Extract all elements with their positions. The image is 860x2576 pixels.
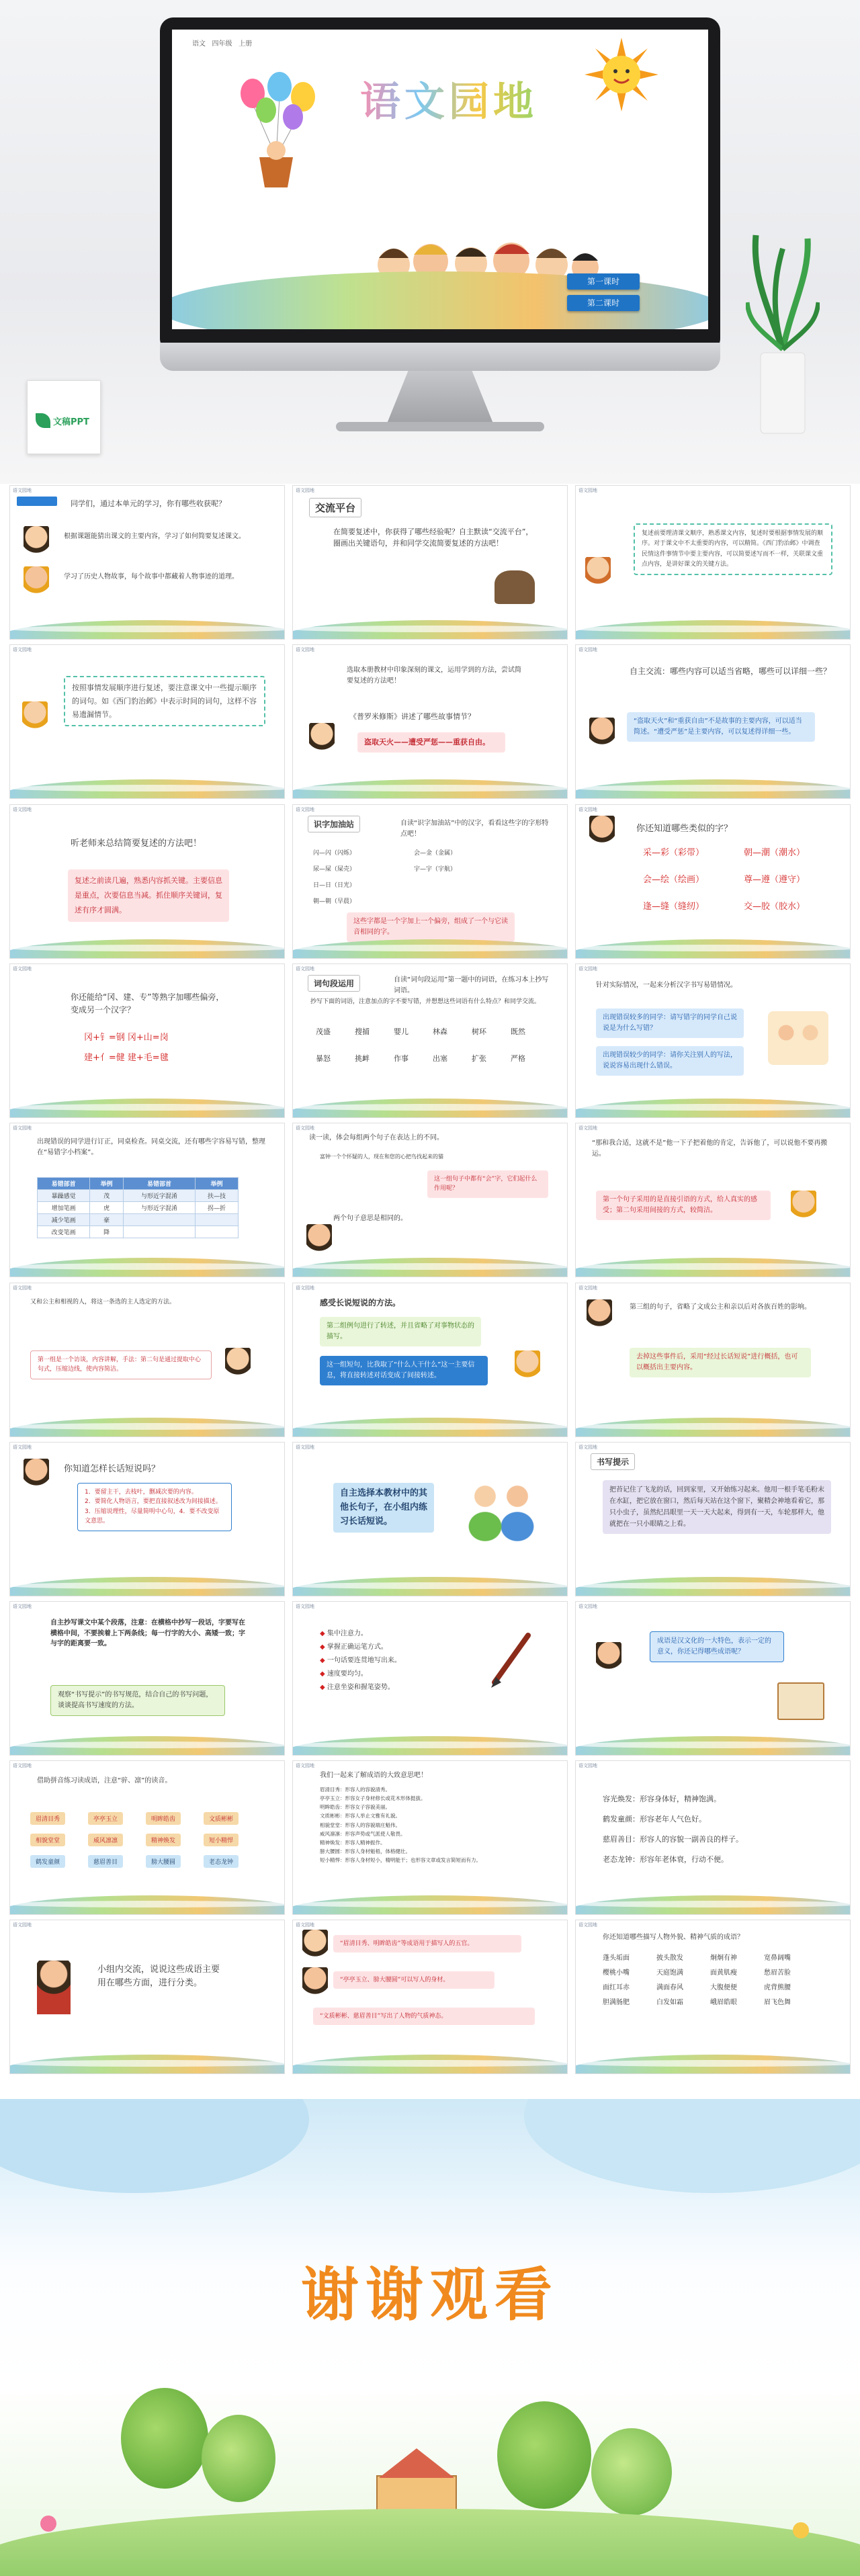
idiom-6: 威风凛凛 <box>88 1834 123 1846</box>
slide-25 <box>9 1760 285 1915</box>
slide-ground <box>575 1258 851 1277</box>
slide-tag: 语文园地 <box>296 1125 314 1131</box>
slide-30 <box>575 1920 851 2074</box>
word-7: 暴怒 <box>316 1054 331 1063</box>
slide-tag: 语文园地 <box>578 966 597 972</box>
slide-ground <box>575 779 851 799</box>
intro-text: 出现错误的同学进行订正，同桌检查。同桌交流，还有哪些字容易写错，整理在“易错字小档案”。 <box>37 1138 265 1156</box>
slide-title: 你还知道哪些描写人物外貌、精神气质的成语？ <box>603 1934 744 1941</box>
word-4: 林森 <box>433 1027 447 1036</box>
idiom-4: 文质彬彬 <box>204 1812 239 1825</box>
slide-3 <box>575 485 851 640</box>
tip-5: ◆ 注意坐姿和握笔姿势。 <box>320 1684 394 1691</box>
slide-ground <box>9 1099 285 1118</box>
slide-5 <box>292 644 568 799</box>
pair-4: 尊—遵（遵守） <box>744 875 806 885</box>
explain-box: 去掉这些事件后，采用“经过长话短说”进行概括，也可以概括出主要内容。 <box>630 1348 811 1377</box>
monitor-stand <box>376 371 504 425</box>
girl-avatar <box>515 1350 540 1387</box>
idiom-3: 明眸皓齿 <box>146 1812 181 1825</box>
answer-line-2: 建+亻=健 建+毛=毽 <box>84 1053 169 1063</box>
pair-3: 会—绘（绘画） <box>643 875 705 885</box>
cloud-shape <box>0 2099 309 2193</box>
sun-icon <box>585 38 658 112</box>
diamond-icon: ◆ <box>320 1657 327 1664</box>
slide-ground <box>575 1099 851 1118</box>
slide-tag: 语文园地 <box>578 1445 597 1450</box>
kids-reading-illustration <box>768 1011 828 1065</box>
slide-tag: 语文园地 <box>578 1604 597 1609</box>
sentence-text: 又和公主和相视的人，将这一条选的主人选定的方法。 <box>30 1299 176 1305</box>
idiom-9: 鹤发童颜 <box>30 1855 65 1868</box>
tree-icon <box>202 2415 275 2502</box>
girl-avatar <box>22 701 48 738</box>
diamond-icon: ◆ <box>320 1684 327 1691</box>
explain-box: 第一个句子采用的是直接引语的方式，给人真实的感受；第二句采用间接的方式，较简洁。 <box>596 1191 771 1220</box>
slide-1 <box>9 485 285 640</box>
word-3: 婴儿 <box>394 1027 408 1036</box>
thanks-slide <box>0 2099 860 2576</box>
boy-avatar <box>589 718 615 754</box>
tip-2: ◆ 掌握正确运笔方式。 <box>320 1643 388 1651</box>
slide-19 <box>9 1442 285 1596</box>
teacher-avatar <box>596 1642 621 1678</box>
slide-8 <box>292 804 568 959</box>
slide-title: 我们一起来了解成语的大致意思吧！ <box>320 1772 427 1779</box>
slide-ground <box>292 779 568 799</box>
logo-text: 文稿PPT <box>53 417 89 427</box>
logo-leaf-icon <box>36 413 50 428</box>
slide-ground <box>575 1736 851 1756</box>
note-box: 这些字都是一个字加上一个偏旁，组成了一个与它读音相同的字。 <box>347 912 515 942</box>
slide-tag: 语文园地 <box>13 1763 32 1768</box>
idiom-meaning-2: 鹤发童颜：形容老年人气色好。 <box>603 1815 706 1823</box>
summary-1: “眉清目秀、明眸皓齿”等成语用于描写人的五官。 <box>333 1935 521 1952</box>
diamond-icon: ◆ <box>320 1630 327 1637</box>
answer-2: 出现错误较少的同学：请你关注别人的写法，说说容易出现什么错误。 <box>596 1046 744 1076</box>
slide-ground <box>575 1895 851 1915</box>
prompt-text: 选取本册教材中印象深刻的课文，运用学到的方法，尝试简要复述的方法吧！ <box>347 667 521 685</box>
girl-avatar <box>302 1930 328 1966</box>
lesson-1-button[interactable]: 第一课时 <box>567 273 640 290</box>
slide-18 <box>575 1283 851 1437</box>
tip-1: ◆ 集中注意力。 <box>320 1630 368 1637</box>
girl-avatar <box>309 723 335 759</box>
slide-ground <box>292 2055 568 2074</box>
idiom-meaning-4: 老态龙钟：形容年老体衰，行动不便。 <box>603 1855 728 1864</box>
idiom-row-2: 樱桃小嘴 天庭饱满 面黄肌瘦 愁眉苦脸 <box>603 1969 791 1977</box>
intro-text: 借助拼音练习读成语，注意“骍、凛”的读音。 <box>37 1777 172 1785</box>
slide-tag: 语文园地 <box>296 488 314 493</box>
method-3: 3．压缩说理性，尽量简明中心句，4．要不改变原文意思。 <box>85 1508 220 1525</box>
book-icon <box>777 1682 824 1720</box>
lesson-2-button[interactable]: 第二课时 <box>567 295 640 311</box>
slide-ground <box>292 1895 568 1915</box>
teacher-avatar <box>24 1459 49 1495</box>
diamond-icon: ◆ <box>320 1670 327 1678</box>
prompt-text: 在简要复述中，你获得了哪些经验呢？自主默读“交流平台”，圈画出关键语句，并和同学交流简要复述的方法吧！ <box>333 527 533 548</box>
boy-avatar <box>302 1967 328 2004</box>
slide-ground <box>9 779 285 799</box>
char-row-6: 宇—宇（宇航） <box>414 866 457 873</box>
idiom-meaning-1: 容光焕发：形容身体好，精神饱满。 <box>603 1795 721 1803</box>
summary-3: “文质彬彬、慈眉善目”写出了人物的气质神态。 <box>313 2008 535 2025</box>
task-text: 抄写下面的词语，注意加点的字不要写错，并想想这些词语有什么特点？和同学交流。 <box>310 998 541 1005</box>
slide-ground <box>9 1258 285 1277</box>
discussion-text: 小组内交流，说说这些成语主要用在哪些方面，进行分类。 <box>97 1965 220 1989</box>
idiom-7: 精神焕发 <box>146 1834 181 1846</box>
pen-icon <box>488 1629 535 1689</box>
slide-tag: 语文园地 <box>296 1285 314 1291</box>
slide-title: 听老师来总结简要复述的方法吧！ <box>71 839 202 849</box>
table-row: 改变笔画 降 <box>38 1226 239 1238</box>
section-title: 词句段运用 <box>308 975 360 992</box>
tip-4: ◆ 速度要均匀。 <box>320 1670 368 1678</box>
slide-title: 你还能给“冈、建、专”等熟字加哪些偏旁，变成另一个汉字？ <box>71 992 224 1015</box>
slide-ground <box>575 1577 851 1596</box>
slide-title: 你还知道哪些类似的字？ <box>636 824 733 834</box>
answer-box: 盗取天火——遭受严惩——重获自由。 <box>357 732 505 753</box>
tip-3: ◆ 一句话要连贯地写出来。 <box>320 1657 401 1664</box>
slide-tag: 语文园地 <box>296 1604 314 1609</box>
char-row-4: 朝—朝（早晨） <box>313 898 356 905</box>
slide-ground <box>9 2055 285 2074</box>
slide-tag: 语文园地 <box>13 647 32 652</box>
section-title: 交流平台 <box>309 498 361 517</box>
word-11: 扩张 <box>472 1054 486 1063</box>
pair-5: 逢—缝（缝纫） <box>643 902 705 912</box>
tip-box: 按照事情发展顺序进行复述，要注意课文中一些提示顺序的词句。如《西门豹治邺》中表示时间的词句，这样不容易遗漏情节。 <box>64 676 265 726</box>
slide-ground <box>9 1418 285 1437</box>
intro-text: 自读“词句段运用”第一题中的词语，在练习本上抄写词语。 <box>394 976 549 994</box>
slide-ground <box>292 1577 568 1596</box>
slide-11 <box>292 963 568 1118</box>
intro-text: 针对实际情况，一起来分析汉字书写易错情况。 <box>596 982 737 989</box>
slide-9 <box>575 804 851 959</box>
slide-tag: 语文园地 <box>13 1445 32 1450</box>
error-table: 易错部首 举例 易错部首 举例 暴躁感觉 茂 与形近字混淆 扶—技 增加笔画 虎 与形近字混淆 拐—折 减少笔画 豪 改变笔画 降 <box>37 1177 239 1238</box>
diamond-icon: ◆ <box>320 1643 327 1651</box>
sentence-line: 富钟一个个怀疑的人，现在和您的心把鸟找起来的猫 <box>320 1154 443 1160</box>
meta-subject: 语文 <box>192 40 206 48</box>
plant-icon <box>746 222 820 437</box>
explain-box: 第一组是一个访谈，内容讲解，手法：第二句是通过提取中心句式，压缩边线，使内容简洁。 <box>30 1350 212 1379</box>
cover-screen <box>172 30 708 329</box>
slide-tag: 语文园地 <box>13 966 32 972</box>
slide-title: 你知道怎样长话短说吗？ <box>64 1464 161 1474</box>
flower-icon <box>40 2516 56 2532</box>
slide-tag: 语文园地 <box>578 807 597 812</box>
monitor-base <box>336 422 544 431</box>
slide-22 <box>9 1601 285 1756</box>
roof-icon <box>370 2448 464 2478</box>
tip-box: 复述前要理清课文顺序，熟悉课文内容，复述时要根据事情发展的顺序。对于课文中不太重要的内容，可以精简。《西门豹治邺》中调查民情这件事情节中要主要内容，可以简要述写而不一样，关联课文重点内容，是讲好课文的关键方法。 <box>634 523 832 575</box>
cloud-shape <box>524 2099 860 2193</box>
idiom-intro-box: 成语是汉文化的一大特色，表示一定的意义，你还记得哪些成语呢？ <box>650 1631 784 1662</box>
slide-tag: 语文园地 <box>296 1445 314 1450</box>
slide-13 <box>9 1123 285 1277</box>
slide-ground <box>292 1736 568 1756</box>
slide-ground <box>292 939 568 959</box>
table-row: 增加笔画 虎 与形近字混淆 拐—折 <box>38 1202 239 1214</box>
slide-tag: 语文园地 <box>296 647 314 652</box>
intro-text: 自读“识字加油站”中的汉字，看看这些字的字形特点吧！ <box>400 820 549 838</box>
slide-tag: 语文园地 <box>578 488 597 493</box>
table-row: 暴躁感觉 茂 与形近字混淆 扶—技 <box>38 1190 239 1202</box>
word-2: 搜捕 <box>355 1027 370 1036</box>
boy-avatar <box>587 1299 612 1336</box>
passage-box: 把苔记住了飞龙的话，回到家里，又开始练习起来。他用一根手笔毛粉末在水缸，把它放在窗口，然后每天站在这个窗下，聚精会神地看着它，那只小虫子，虽然纪昌眼里一天一天大起来，得到有一天，车轮那样大，他就把在一只小眼睛之上看。 <box>603 1480 831 1534</box>
section-title: 识字加油站 <box>308 816 360 832</box>
slide-ground <box>292 1418 568 1437</box>
intro-text: 同学们，通过本单元的学习，你有哪些收获呢？ <box>71 499 226 508</box>
method-1: 1．要留主干，去枝叶，删减次要的内容。 <box>85 1489 198 1496</box>
slide-ground <box>292 1258 568 1277</box>
slide-ground <box>9 939 285 959</box>
slide-tag: 语文园地 <box>578 1285 597 1291</box>
slide-29 <box>292 1920 568 2074</box>
slide-4 <box>9 644 285 799</box>
idiom-10: 慈眉善目 <box>88 1855 123 1868</box>
girl-avatar <box>225 1348 251 1384</box>
pair-2: 朝—潮（潮水） <box>744 848 806 858</box>
idiom-row-4: 胆满肠肥 白发如霜 峨眉皓眼 眉飞色舞 <box>603 1999 791 2006</box>
logo-card <box>27 380 101 454</box>
boy-avatar <box>589 816 615 852</box>
section-title: 书写提示 <box>591 1453 635 1470</box>
idiom-meaning-list: 眉清目秀：形容人的容貌清秀。 亭亭玉立：形容女子身材修长或花木形体挺拔。 明眸皓齿：形容女子容貌美丽。 文质彬彬：形容人举止文雅有礼貌。 相貌堂堂：形容人的容貌端庄魁伟。 威风凛凛：形容声势或气派使人敬畏。 精神焕发：形容人精神振作。 膀大腰圆：形容人身材魁梧，体格健壮。 短小精悍：形容人身材短小，精明能干；也形容文章或发言简短而有力。 <box>320 1787 481 1863</box>
answer-box: “盗取天火”和“重获自由”不是故事的主要内容，可以适当简述。“遭受严惩”是主要内容，可以复述得详细一些。 <box>627 712 815 742</box>
point-a: 第二组例句进行了转述，并且省略了对事物状态的描写。 <box>320 1317 481 1346</box>
lesson-button[interactable] <box>17 497 57 506</box>
idiom-2: 亭亭玉立 <box>88 1812 123 1825</box>
slide-ground <box>575 620 851 640</box>
sentence-text: 第三组的句子，省略了文成公主和亲以后对各族百姓的影响。 <box>630 1303 811 1311</box>
point-b: 这一组短句，比我取了“什么人干什么”这一主要信息，将直接转述对话变成了间接转述。 <box>320 1356 488 1385</box>
summary-2: “亭亭玉立、膀大腰圆”可以写人的身材。 <box>333 1971 494 1989</box>
slide-tag: 语文园地 <box>13 1922 32 1928</box>
word-12: 严格 <box>511 1054 525 1063</box>
monitor-chin <box>160 343 720 371</box>
word-10: 出塞 <box>433 1054 447 1063</box>
slide-tag: 语文园地 <box>296 966 314 972</box>
answer-line-1: 冈+钅=钢 冈+山=岗 <box>84 1033 169 1043</box>
slide-tag: 语文园地 <box>296 1763 314 1768</box>
idiom-8: 短小精悍 <box>204 1834 239 1846</box>
slide-23 <box>292 1601 568 1756</box>
kids-illustration <box>461 1476 542 1543</box>
char-row-5: 会—金（金属） <box>414 850 457 857</box>
slide-tag: 语文园地 <box>13 1604 32 1609</box>
idiom-11: 膀大腰圆 <box>146 1855 181 1868</box>
idiom-meaning-3: 慈眉善目：形容人的容貌一副善良的样子。 <box>603 1835 743 1844</box>
word-6: 既然 <box>511 1027 525 1036</box>
slide-17 <box>292 1283 568 1437</box>
cover-slide <box>0 0 860 484</box>
word-8: 挑衅 <box>355 1054 370 1063</box>
slide-ground <box>9 1577 285 1596</box>
slide-tag: 语文园地 <box>578 1763 597 1768</box>
slide-24 <box>575 1601 851 1756</box>
slide-tag: 语文园地 <box>296 807 314 812</box>
slide-10 <box>9 963 285 1118</box>
slide-20 <box>292 1442 568 1596</box>
slide-tag: 语文园地 <box>13 807 32 812</box>
boy-avatar <box>306 1224 332 1260</box>
balloons-icon <box>232 70 320 198</box>
monitor <box>160 17 720 352</box>
slide-tag: 语文园地 <box>578 1922 597 1928</box>
pair-6: 交—胶（胶水） <box>744 902 806 912</box>
slide-tag: 语文园地 <box>13 488 32 493</box>
girl-avatar <box>585 557 611 593</box>
slide-tag: 语文园地 <box>296 1922 314 1928</box>
method-box <box>77 1483 232 1531</box>
idiom-1: 眉清目秀 <box>30 1812 65 1825</box>
slide-ground <box>9 1736 285 1756</box>
meta-grade: 四年级 <box>212 40 232 48</box>
slide-14 <box>292 1123 568 1277</box>
thanks-title: 谢谢观看 <box>301 2261 559 2329</box>
word-9: 作事 <box>394 1054 408 1063</box>
slide-ground <box>292 1099 568 1118</box>
slide-tag: 语文园地 <box>13 1285 32 1291</box>
slide-15 <box>575 1123 851 1277</box>
sentence-text: “那和我合适，这就不是”他一下子把着他的肯定，告诉他了，可以说他不要再搬运。 <box>592 1140 828 1158</box>
instruction-text: 自主抄写课文中某个段落，注意：在横格中抄写一段话，字要写在横格中间，不要挨着上下两条线；每一行字的大小、高矮一致；字与字的距离要一致。 <box>50 1619 245 1647</box>
grass-ground <box>0 2509 860 2576</box>
question: 《普罗米修斯》讲述了哪些故事情节？ <box>349 712 475 721</box>
char-row-1: 闪—闪（闪烁） <box>313 850 356 857</box>
slide-title: 感受长说短说的方法。 <box>320 1298 401 1307</box>
slide-6 <box>575 644 851 799</box>
meta-volume: 上册 <box>239 40 253 48</box>
slide-ground <box>9 1895 285 1915</box>
note-text: 两个句子意思是相同的。 <box>333 1215 407 1222</box>
flower-icon <box>793 2522 809 2538</box>
intro-text: 读一读，体会每组两个句子在表达上的不同。 <box>309 1134 443 1142</box>
question: 自主交流：哪些内容可以适当省略，哪些可以详细一些？ <box>630 667 832 676</box>
table-row: 减少笔画 豪 <box>38 1214 239 1226</box>
slide-28 <box>9 1920 285 2074</box>
boy-avatar <box>24 566 49 603</box>
method-2: 2．要简化人物语言，要把直接叙述改为间接描述。 <box>85 1498 222 1506</box>
gain-2: 学习了历史人物故事，每个故事中都藏着人物事迹的道理。 <box>64 573 239 581</box>
idiom-12: 老态龙钟 <box>204 1855 239 1868</box>
question-bubble: 这一组句子中都有“会”字，它们起什么作用呢？ <box>427 1170 548 1198</box>
slide-ground <box>292 620 568 640</box>
task-box: 观察“书写提示”的书写规范，结合自己的书写问题，谈谈提高书写速度的方法。 <box>50 1685 225 1716</box>
pair-1: 采—彩（彩带） <box>643 848 705 858</box>
tree-icon <box>591 2428 672 2516</box>
idiom-row-3: 面红耳赤 满面春风 大腹便便 虎背熊腰 <box>603 1984 791 1991</box>
task-box: 自主选择本教材中的其他长句子，在小组内练习长话短说。 <box>333 1483 434 1533</box>
slide-2 <box>292 485 568 640</box>
slide-tag: 语文园地 <box>13 1125 32 1131</box>
cover-title: 语文园地 <box>360 70 538 128</box>
idiom-row-1: 蓬头垢面 披头散发 炯炯有神 宽鼻阔嘴 <box>603 1955 791 1962</box>
slide-ground <box>575 939 851 959</box>
tree-icon <box>497 2401 591 2509</box>
answer-1: 出现错误较多的同学：请写错字的同学自己说说是为什么写错？ <box>596 1008 744 1038</box>
slide-tag: 语文园地 <box>578 647 597 652</box>
word-5: 树环 <box>472 1027 486 1036</box>
char-row-2: 尿—屎（屎壳） <box>313 866 356 873</box>
slide-ground <box>9 620 285 640</box>
idiom-5: 相貌堂堂 <box>30 1834 65 1846</box>
method-box: 复述之前读几遍，熟悉内容抓关键。主要信息是重点，次要信息当减。抓住顺序关键词，复述有序才圆满。 <box>68 869 229 922</box>
idiom-grid <box>603 1951 831 2010</box>
word-1: 茂盛 <box>316 1027 331 1036</box>
slide-16 <box>9 1283 285 1437</box>
char-row-3: 日—日（日光） <box>313 882 356 889</box>
slide-27 <box>575 1760 851 1915</box>
tree-icon <box>121 2388 208 2489</box>
slide-ground <box>575 2055 851 2074</box>
girl-avatar <box>791 1191 816 1227</box>
slide-ground <box>575 1418 851 1437</box>
slide-12 <box>575 963 851 1118</box>
gain-1: 根据课题能猜出课文的主要内容，学习了如何简要复述课文。 <box>64 533 245 540</box>
teacher-avatar <box>37 1961 71 2014</box>
slide-26 <box>292 1760 568 1915</box>
mouse-illustration <box>494 570 535 604</box>
slide-7 <box>9 804 285 959</box>
slide-tag: 语文园地 <box>578 1125 597 1131</box>
girl-avatar <box>24 526 49 562</box>
slide-21 <box>575 1442 851 1596</box>
